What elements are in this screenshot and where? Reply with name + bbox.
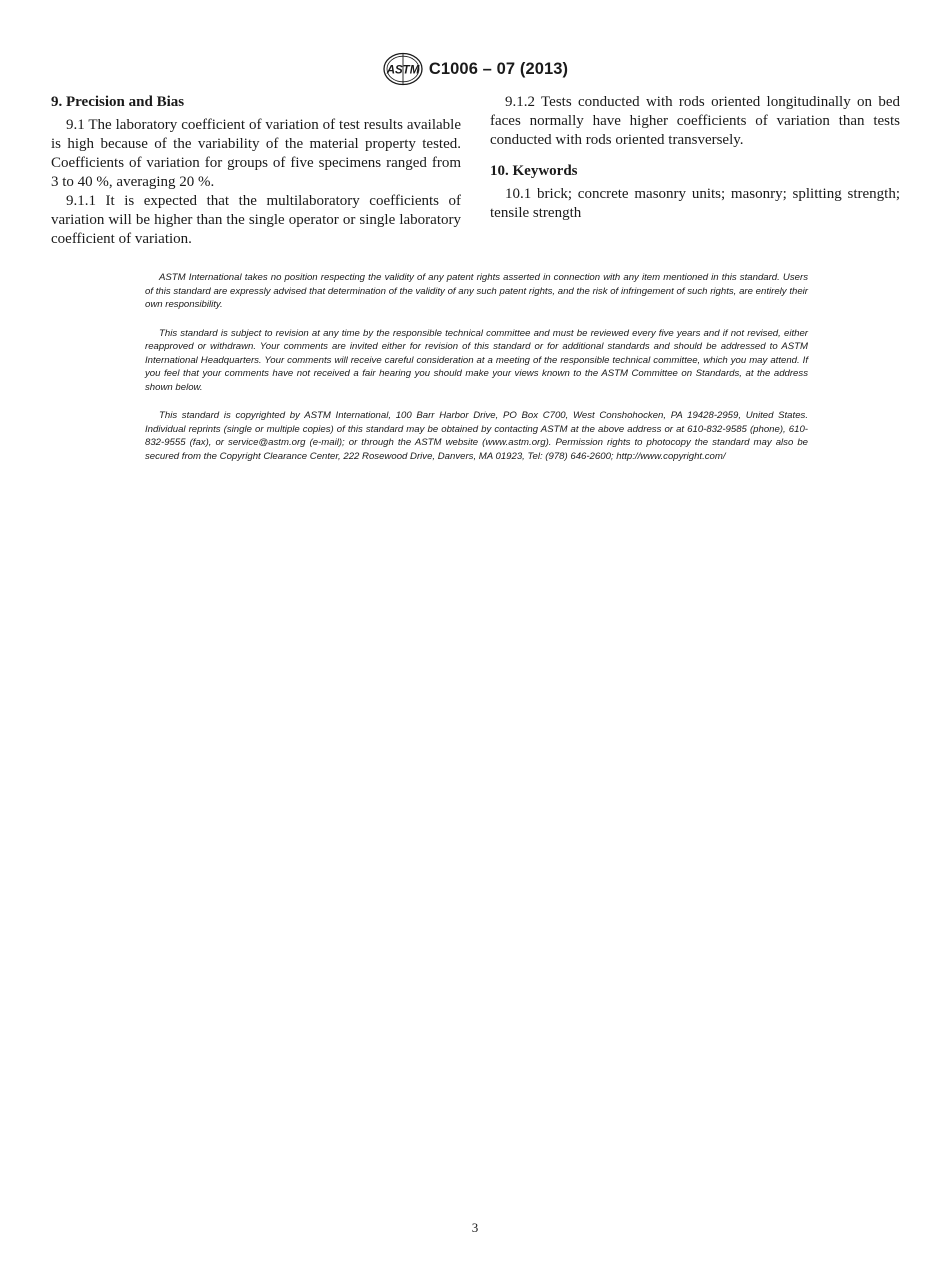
revision-notice: This standard is subject to revision at any time by the responsible technical committee and must be reviewed every five years and if not revised, either reapproved or withdrawn. Your comments are invited either for revision of this standard or for additional standards and should be addressed to ASTM International Headquarters. Your comments will receive careful consideration at a meeting of the responsible technical committee, which you may attend. If you feel that your comments have not received a fair hearing you should make your views known to the ASTM Committee on Standards, at the address shown below. [145, 327, 808, 393]
page-header [0, 52, 950, 86]
paragraph-9-1: 9.1 The laboratory coefficient of variation of test results available is high because of the variability of the material property tested. Coefficients of variation for groups of five specimens ranged from 3 to 40 %, averaging 20 %. [51, 117, 461, 190]
section-heading-precision-bias: 9. Precision and Bias [51, 94, 185, 110]
logo-lettering: ASTM [386, 64, 420, 77]
paragraph-10-1: 10.1 brick; concrete masonry units; masonry; splitting strength; tensile strength [490, 186, 900, 221]
right-column [490, 93, 900, 249]
paragraph-9-1-1: 9.1.1 It is expected that the multilaboratory coefficients of variation will be higher than the single operator or single laboratory coefficient of variation. [51, 193, 461, 247]
body-columns [51, 93, 900, 249]
astm-logo-icon [382, 52, 424, 86]
patent-notice: ASTM International takes no position respecting the validity of any patent rights asserted in connection with any item mentioned in this standard. Users of this standard are expressly advised that determination of the validity of any such patent rights, and the risk of infringement of such rights, are entirely their own responsibility. [145, 272, 808, 310]
left-column [51, 93, 461, 249]
page-number: 3 [471, 1220, 479, 1235]
paragraph-9-1-2: 9.1.2 Tests conducted with rods oriented longitudinally on bed faces normally have higher coefficients of variation than tests conducted with rods oriented transversely. [490, 94, 900, 148]
document-designation: C1006 – 07 (2013) [428, 59, 569, 78]
legal-notices [145, 271, 808, 478]
section-heading-keywords: 10. Keywords [490, 163, 578, 179]
copyright-notice: This standard is copyrighted by ASTM International, 100 Barr Harbor Drive, PO Box C700, West Conshohocken, PA 19428-2959, United States. Individual reprints (single or multiple copies) of this standard may be obtained by contacting ASTM at the above address or at 610-832-9585 (phone), 610-832-9555 (fax), or service@astm.org (e-mail); or through the ASTM website (www.astm.org). Permission rights to photocopy the standard may also be secured from the Copyright Clearance Center, 222 Rosewood Drive, Danvers, MA 01923, Tel: (978) 646-2600; http://www.copyright.com/ [145, 410, 808, 462]
section-gap [490, 150, 900, 162]
